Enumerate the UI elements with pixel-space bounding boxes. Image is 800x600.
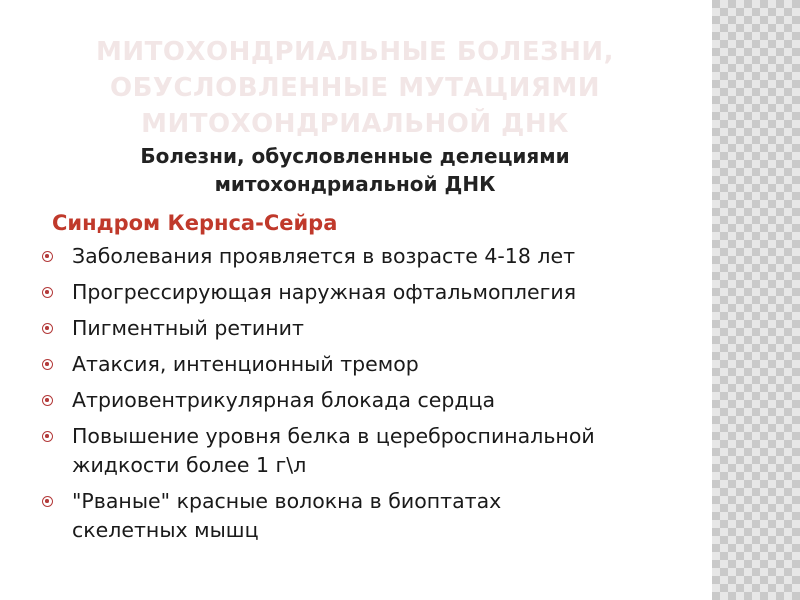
slide-title-line: ОБУСЛОВЛЕННЫЕ МУТАЦИЯМИ	[110, 73, 600, 103]
list-item-line: Атаксия, интенционный тремор	[72, 352, 419, 376]
list-item-line: Атриовентрикулярная блокада сердца	[72, 388, 496, 412]
circle-dot-icon	[42, 251, 53, 262]
list-item-text	[72, 242, 682, 271]
list-item	[42, 314, 682, 343]
list-item-text	[72, 350, 682, 379]
slide-title	[60, 34, 650, 142]
list-item	[42, 350, 682, 379]
syndrome-heading: Синдром Кернса-Сейра	[52, 211, 338, 235]
list-item-text	[72, 487, 682, 545]
circle-dot-icon	[42, 287, 53, 298]
circle-dot-icon	[42, 359, 53, 370]
list-item-line: Прогрессирующая наружная офтальмоплегия	[72, 280, 577, 304]
list-item	[42, 242, 682, 271]
list-item-text	[72, 386, 682, 415]
decorative-side-band	[712, 0, 800, 600]
list-item-text	[72, 422, 682, 480]
circle-dot-icon	[42, 395, 53, 406]
circle-dot-icon	[42, 323, 53, 334]
list-item-text	[72, 278, 682, 307]
list-item-line: "Рваные" красные волокна в биоптатах	[72, 489, 502, 513]
list-item-line: скелетных мышц	[72, 518, 259, 542]
list-item	[42, 386, 682, 415]
list-item	[42, 422, 682, 480]
symptom-list	[42, 242, 682, 552]
list-item-text	[72, 314, 682, 343]
circle-dot-icon	[42, 496, 53, 507]
circle-dot-icon	[42, 431, 53, 442]
list-item-line: Повышение уровня белка в цереброспинальной	[72, 424, 595, 448]
slide-title-line: МИТОХОНДРИАЛЬНЫЕ БОЛЕЗНИ,	[95, 37, 615, 67]
slide-subtitle-line: митохондриальной ДНК	[214, 172, 496, 196]
list-item	[42, 278, 682, 307]
list-item-line: Пигментный ретинит	[72, 316, 304, 340]
list-item	[42, 487, 682, 545]
slide-subtitle-line: Болезни, обусловленные делециями	[140, 144, 570, 168]
slide-subtitle	[60, 142, 650, 198]
list-item-line: жидкости более 1 г\л	[72, 453, 307, 477]
list-item-line: Заболевания проявляется в возрасте 4-18 лет	[72, 244, 576, 268]
slide-title-line: МИТОХОНДРИАЛЬНОЙ ДНК	[141, 109, 569, 139]
